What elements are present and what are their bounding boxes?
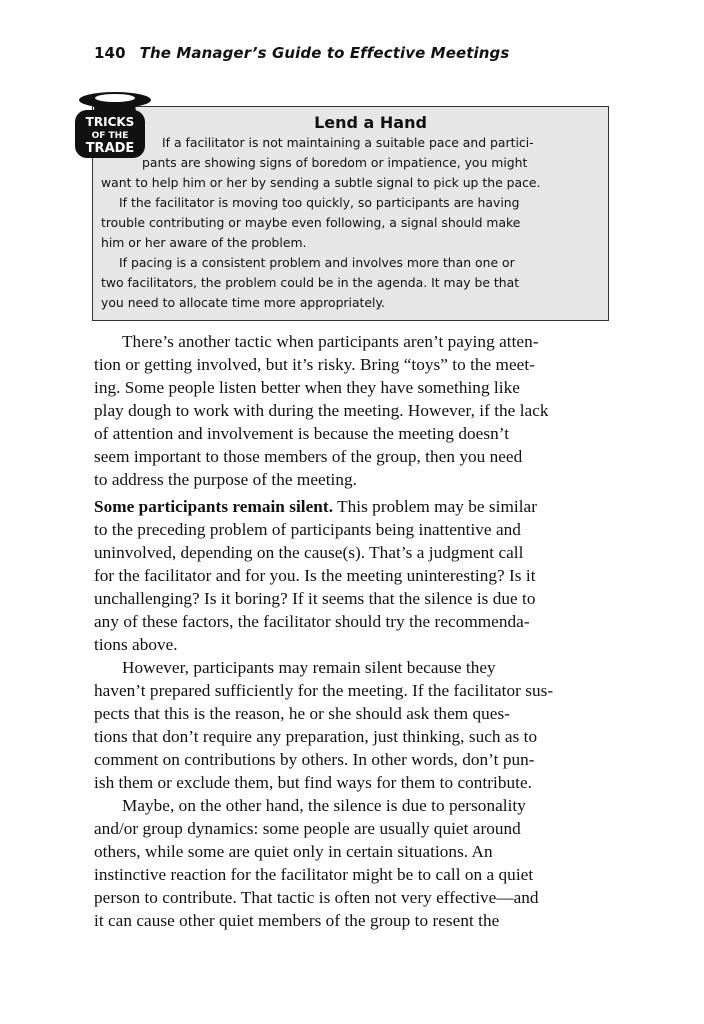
body-line: it can cause other quiet members of the group to resent the: [94, 911, 500, 930]
body-line: pects that this is the reason, he or she should ask them ques-: [94, 704, 510, 723]
sidebar-title: Lend a Hand: [314, 113, 427, 132]
body-line: There’s another tactic when participants aren’t paying atten-: [122, 332, 539, 351]
badge-line: TRICKS: [85, 115, 135, 129]
sidebar-line: pants are showing signs of boredom or impatience, you might: [142, 155, 528, 170]
sidebar-line: want to help him or her by sending a subtle signal to pick up the pace.: [101, 175, 541, 190]
body-line: others, while some are quiet only in certain situations. An: [94, 842, 493, 861]
sidebar-line: two facilitators, the problem could be in the agenda. It may be that: [101, 275, 520, 290]
body-line: However, participants may remain silent because they: [122, 658, 496, 677]
body-line: to the preceding problem of participants being inattentive and: [94, 520, 521, 539]
body-line: to address the purpose of the meeting.: [94, 470, 357, 489]
body-line: tions above.: [94, 635, 178, 654]
running-header: [94, 44, 614, 62]
body-line: comment on contributions by others. In other words, don’t pun-: [94, 750, 535, 769]
body-line: any of these factors, the facilitator should try the recommenda-: [94, 612, 530, 631]
sidebar-line: you need to allocate time more appropriately.: [101, 295, 385, 310]
body-line: and/or group dynamics: some people are usually quiet around: [94, 819, 521, 838]
body-line: ing. Some people listen better when they have something like: [94, 378, 520, 397]
body-line: tion or getting involved, but it’s risky. Bring “toys” to the meet-: [94, 355, 535, 374]
sidebar-line: him or her aware of the problem.: [101, 235, 307, 250]
body-line: tions that don’t require any preparation, just thinking, such as to: [94, 727, 538, 746]
body-line: [94, 497, 537, 517]
sidebar-box: [92, 106, 609, 321]
body-line: Maybe, on the other hand, the silence is due to personality: [122, 796, 526, 815]
body-line: uninvolved, depending on the cause(s). That’s a judgment call: [94, 543, 524, 562]
body-line: for the facilitator and for you. Is the meeting uninteresting? Is it: [94, 566, 536, 585]
body-line: of attention and involvement is because the meeting doesn’t: [94, 424, 510, 443]
tricks-of-the-trade-icon: [73, 88, 153, 162]
page-number: 140: [94, 44, 126, 62]
body-line: unchallenging? Is it boring? If it seems that the silence is due to: [94, 589, 536, 608]
body-line: haven’t prepared sufficiently for the meeting. If the facilitator sus-: [94, 681, 554, 700]
body-text: This problem may be similar: [333, 497, 538, 516]
sidebar-line: If a facilitator is not maintaining a suitable pace and partici-: [162, 135, 534, 150]
sidebar-line: If the facilitator is moving too quickly, so participants are having: [119, 195, 520, 210]
sidebar-line: trouble contributing or maybe even following, a signal should make: [101, 215, 521, 230]
badge-line: OF THE: [91, 131, 129, 141]
section-heading: Some participants remain silent.: [94, 497, 334, 516]
sidebar-line: If pacing is a consistent problem and involves more than one or: [119, 255, 515, 270]
body-line: ish them or exclude them, but find ways for them to contribute.: [94, 773, 532, 792]
book-title: The Manager’s Guide to Effective Meetings: [139, 44, 510, 62]
body-line: play dough to work with during the meeting. However, if the lack: [94, 401, 549, 420]
body-line: person to contribute. That tactic is often not very effective—and: [94, 888, 539, 907]
body-line: seem important to those members of the group, then you need: [94, 447, 523, 466]
badge-line: TRADE: [85, 141, 135, 156]
body-line: instinctive reaction for the facilitator might be to call on a quiet: [94, 865, 534, 884]
